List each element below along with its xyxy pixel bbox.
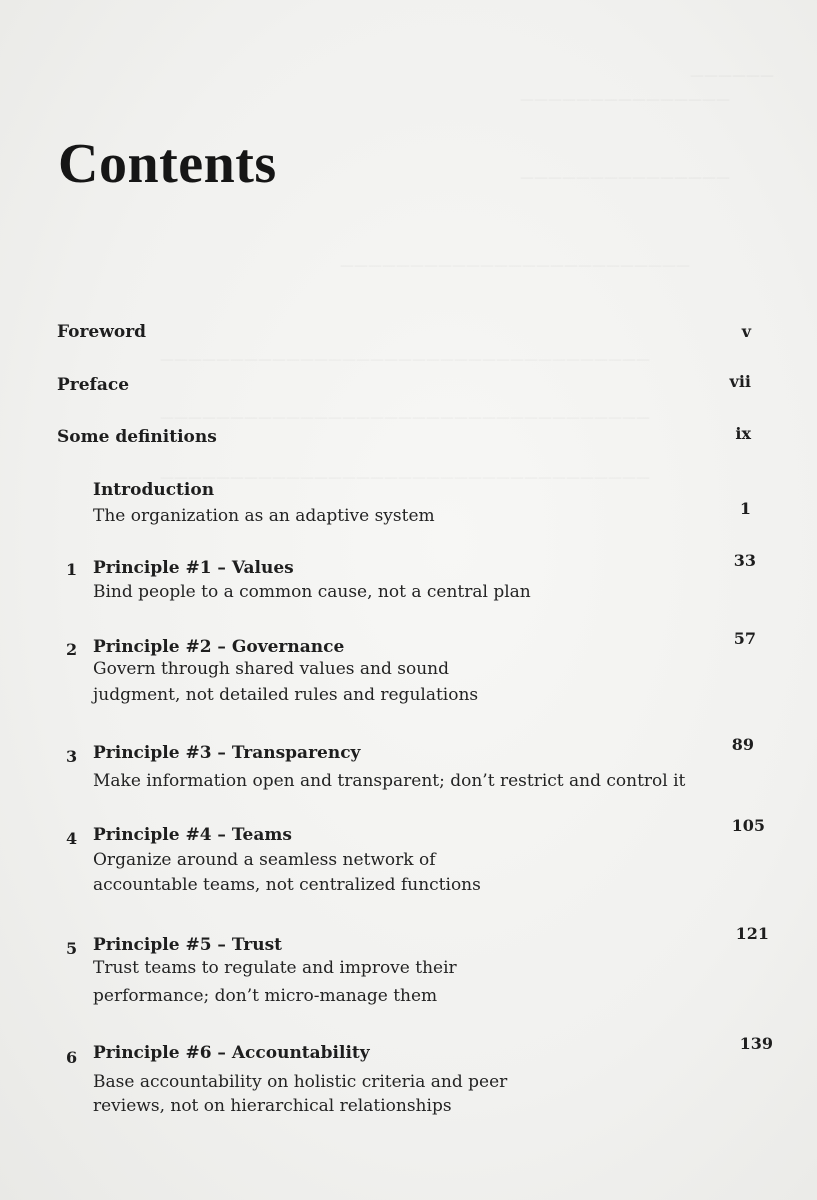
chapter-page-number: 57 bbox=[733, 629, 756, 648]
chapter-number: 1 bbox=[66, 560, 78, 579]
chapter-title: Principle #1 – Values bbox=[93, 558, 294, 578]
chapter-subtitle: accountable teams, not centralized functions bbox=[93, 875, 481, 895]
show-through-texture: ——————————————— bbox=[520, 92, 730, 108]
toc-page-some-definitions: ix bbox=[735, 424, 751, 443]
chapter-subtitle: Trust teams to regulate and improve their bbox=[93, 958, 457, 978]
chapter-page-number: 89 bbox=[731, 735, 754, 754]
chapter-title: Principle #6 – Accountability bbox=[93, 1043, 370, 1063]
toc-entry-some-definitions: Some definitions bbox=[57, 427, 217, 447]
chapter-number: 4 bbox=[66, 829, 78, 848]
chapter-subtitle: Make information open and transparent; don’t restrict and control it bbox=[93, 771, 686, 791]
toc-entry-introduction-subtitle: The organization as an adaptive system bbox=[93, 506, 435, 526]
toc-page-introduction: 1 bbox=[739, 499, 751, 518]
chapter-number: 2 bbox=[66, 640, 78, 659]
chapter-subtitle: judgment, not detailed rules and regulations bbox=[93, 685, 479, 705]
chapter-page-number: 139 bbox=[739, 1034, 773, 1053]
page-title: Contents bbox=[58, 133, 277, 195]
chapter-page-number: 121 bbox=[735, 924, 769, 943]
toc-page-foreword: v bbox=[741, 322, 751, 341]
toc-entry-preface: Preface bbox=[57, 375, 130, 395]
chapter-subtitle: Govern through shared values and sound bbox=[93, 659, 449, 679]
toc-page-preface: vii bbox=[729, 372, 751, 391]
chapter-title: Principle #2 – Governance bbox=[93, 637, 345, 657]
chapter-subtitle: Bind people to a common cause, not a central plan bbox=[93, 582, 531, 602]
chapter-title: Principle #4 – Teams bbox=[93, 825, 292, 845]
toc-entry-introduction-title: Introduction bbox=[93, 480, 215, 500]
show-through-texture: ————————————————————————— bbox=[340, 258, 690, 274]
chapter-page-number: 105 bbox=[731, 816, 765, 835]
chapter-number: 5 bbox=[66, 939, 78, 958]
chapter-subtitle: performance; don’t micro-manage them bbox=[93, 986, 438, 1006]
show-through-texture: ——————————————————————————————————— bbox=[160, 470, 650, 486]
chapter-page-number: 33 bbox=[733, 551, 756, 570]
chapter-number: 3 bbox=[66, 747, 78, 766]
chapter-title: Principle #5 – Trust bbox=[93, 935, 283, 955]
show-through-texture: ——————————————— bbox=[520, 170, 730, 186]
chapter-subtitle: Base accountability on holistic criteria and peer bbox=[93, 1072, 508, 1092]
toc-entry-foreword: Foreword bbox=[57, 322, 147, 342]
chapter-title: Principle #3 – Transparency bbox=[93, 743, 361, 763]
chapter-subtitle: reviews, not on hierarchical relationships bbox=[93, 1096, 452, 1116]
show-through-texture: —————— bbox=[690, 68, 774, 84]
show-through-texture: ——————————————————————————————————— bbox=[160, 352, 650, 368]
chapter-number: 6 bbox=[66, 1048, 78, 1067]
show-through-texture: ——————————————————————————————————— bbox=[160, 410, 650, 426]
chapter-subtitle: Organize around a seamless network of bbox=[93, 850, 436, 870]
